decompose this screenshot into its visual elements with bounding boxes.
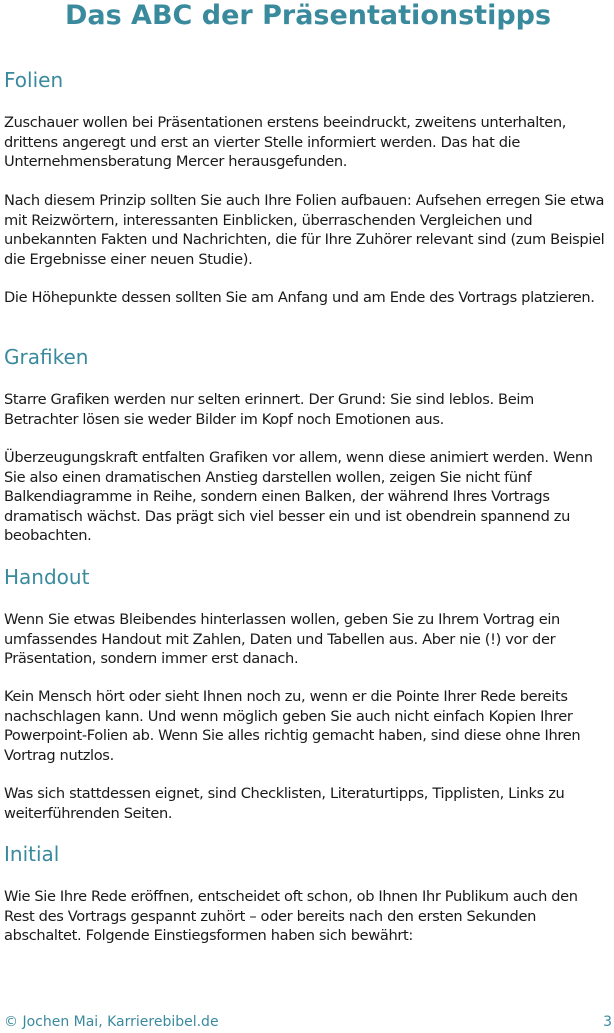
section-heading: Initial	[4, 842, 60, 866]
paragraph-text: Überzeugungskraft entfalten Grafiken vor allem, wenn diese animiert werden. Wenn Sie also einen dramatischen Anstieg darstellen wollen, zeigen Sie nicht fünf Balkendiagramme in Reihe, sondern einen Balken, der während Ihres Vortrags dramatisch wächst. Das prägt sich viel besser ein und ist obendrein spannend zu beobachten.	[4, 449, 593, 545]
section-heading: Folien	[4, 68, 64, 92]
footer-copyright: © Jochen Mai, Karrierebibel.de	[4, 1014, 219, 1030]
paragraph-text: Nach diesem Prinzip sollten Sie auch Ihre Folien aufbauen: Aufsehen erregen Sie etwa mit Reizwörtern, interessanten Einblicken, überraschenden Vergleichen und unbekannten Fakten und Nachrichten, die für Ihre Zuhörer relevant sind (zum Beispiel die Ergebnisse einer neuen Studie).	[4, 192, 605, 268]
paragraph	[4, 610, 612, 669]
paragraph-text: Die Höhepunkte dessen sollten Sie am Anfang und am Ende des Vortrags platzieren.	[4, 289, 595, 306]
section-heading: Handout	[4, 565, 90, 589]
paragraph-text: Zuschauer wollen bei Präsentationen erstens beeindruckt, zweitens unterhalten, drittens angeregt und erst an vierter Stelle informiert werden. Das hat die Unternehmensberatung Mercer herausgefunden.	[4, 114, 567, 171]
paragraph	[4, 887, 612, 946]
paragraph-text: Wenn Sie etwas Bleibendes hinterlassen wollen, geben Sie zu Ihrem Vortrag ein umfassendes Handout mit Zahlen, Daten und Tabellen aus. Aber nie (!) vor der Präsentation, sondern immer erst danach.	[4, 611, 560, 668]
section-handout	[4, 564, 612, 590]
paragraph	[4, 687, 612, 765]
paragraph	[4, 784, 612, 823]
paragraph	[4, 390, 612, 429]
document-page	[4, 0, 612, 945]
section-initial	[4, 841, 612, 867]
paragraph	[4, 288, 612, 308]
section-grafiken	[4, 344, 612, 370]
paragraph-text: Wie Sie Ihre Rede eröffnen, entscheidet oft schon, ob Ihnen Ihr Publikum auch den Rest des Vortrags gespannt zuhört – oder bereits nach den ersten Sekunden abschaltet. Folgende Einstiegsformen haben sich bewährt:	[4, 888, 578, 945]
paragraph-text: Starre Grafiken werden nur selten erinnert. Der Grund: Sie sind leblos. Beim Betrachter lösen sie weder Bilder im Kopf noch Emotionen aus.	[4, 391, 534, 428]
section-folien	[4, 67, 612, 93]
page-title: Das ABC der Präsentationstipps	[64, 0, 552, 31]
page-number: 3	[603, 1014, 612, 1030]
paragraph	[4, 448, 612, 546]
paragraph-text: Kein Mensch hört oder sieht Ihnen noch zu, wenn er die Pointe Ihrer Rede bereits nachschlagen kann. Und wenn möglich geben Sie auch nicht einfach Kopien Ihrer Powerpoint-Folien ab. Wenn Sie alles richtig gemacht haben, sind diese ohne Ihren Vortrag nutzlos.	[4, 688, 581, 764]
paragraph	[4, 113, 612, 172]
paragraph-text: Was sich stattdessen eignet, sind Checklisten, Literaturtipps, Tipplisten, Links zu weiterführenden Seiten.	[4, 785, 565, 822]
paragraph	[4, 191, 612, 269]
section-heading: Grafiken	[4, 345, 89, 369]
